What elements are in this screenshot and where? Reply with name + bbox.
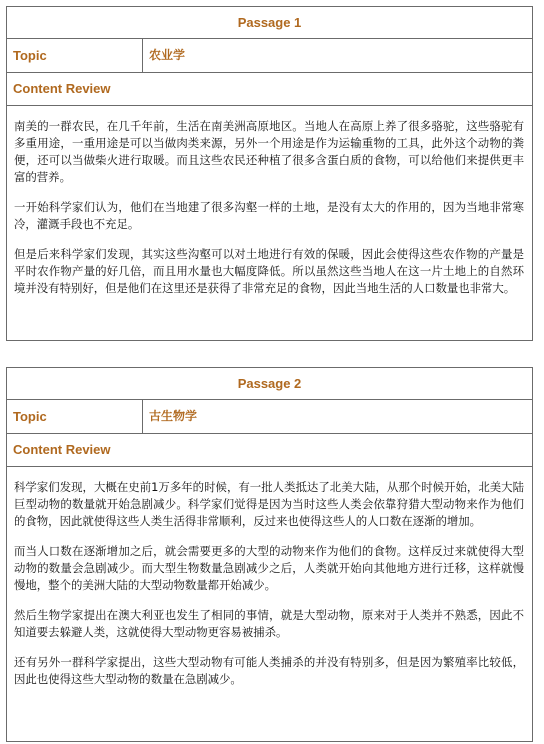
passage-1-card	[6, 6, 533, 341]
paragraph: 南美的一群农民，在几千年前，生活在南美洲高原地区。当地人在高原上养了很多骆驼，这些骆驼有多重用途，一重用途是可以当做肉类来源，另外一个用途是作为运输重物的工具，此外这个动物的粪便，还可以当做柴火进行取暖。而且这些农民还种植了很多含蛋白质的食物，可以给他们来提供更丰富的营养。	[14, 119, 524, 184]
passage-2-card	[6, 367, 533, 742]
topic-label: Topic	[7, 400, 143, 433]
passage-title: Passage 1	[7, 7, 532, 39]
topic-row	[7, 39, 532, 73]
topic-value: 农业学	[149, 48, 186, 62]
topic-label: Topic	[7, 39, 143, 72]
topic-value: 古生物学	[149, 409, 198, 423]
paragraph: 一开始科学家们认为，他们在当地建了很多沟壑一样的土地，是没有太大的作用的，因为当地非常寒冷，灌溉手段也不充足。	[14, 200, 524, 231]
content-review-body	[7, 467, 532, 688]
paragraph: 然后生物学家提出在澳大利亚也发生了相同的事情，就是大型动物，原来对于人类并不熟悉，因此不知道要去躲避人类，这就使得大型动物更容易被捕杀。	[14, 608, 524, 639]
paragraph: 科学家们发现，大概在史前1万多年的时候，有一批人类抵达了北美大陆，从那个时候开始，北美大陆巨型动物的数量就开始急剧减少。科学家们觉得是因为当时这些人类会依靠狩猎大型动物来作为他们的食物，因此就使得这些人类生活得非常顺利，反过来也使得这些人的人口数在逐渐的增加。	[14, 480, 524, 528]
paragraph: 而当人口数在逐渐增加之后，就会需要更多的大型的动物来作为他们的食物。这样反过来就使得大型动物的数量会急剧减少。而大型生物数量急剧减少之后，人类就开始向其他地方进行迁移，这样就慢慢地，整个的美洲大陆的大型动物数量都开始减少。	[14, 544, 524, 592]
paragraph: 但是后来科学家们发现，其实这些沟壑可以对土地进行有效的保暖，因此会使得这些农作物的产量是平时农作物产量的好几倍，而且用水量也大幅度降低。所以虽然这些当地人在这一片土地上的自然环境并没有特别好，但是他们在这里还是获得了非常充足的食物，因此当地生活的人口数量也非常大。	[14, 247, 524, 295]
content-review-body	[7, 106, 532, 297]
content-review-label: Content Review	[7, 434, 532, 467]
topic-row	[7, 400, 532, 434]
passage-title: Passage 2	[7, 368, 532, 400]
paragraph: 还有另外一群科学家提出，这些大型动物有可能人类捕杀的并没有特别多，但是因为繁殖率比较低，因此也使得这些大型动物的数量在急剧减少。	[14, 655, 524, 686]
content-review-label: Content Review	[7, 73, 532, 106]
